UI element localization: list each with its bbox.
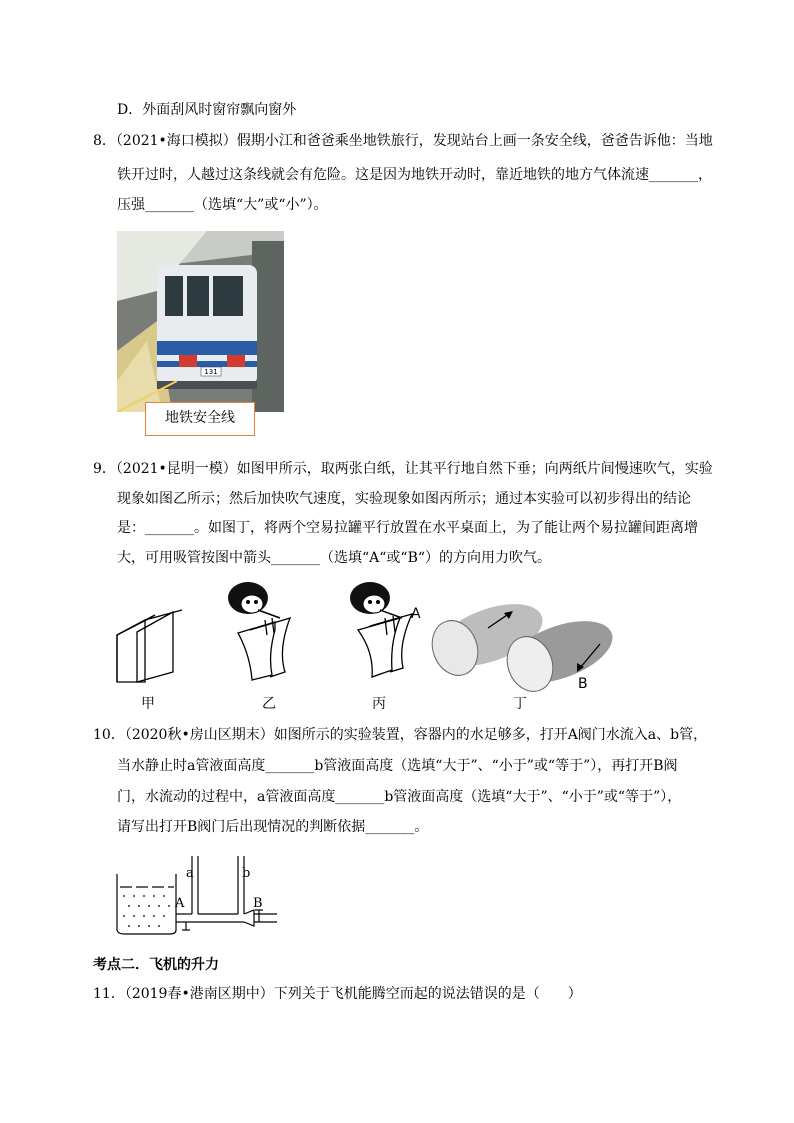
q11-line-1: 11．（2019春•港南区期中）下列关于飞机能腾空而起的说法错误的是（ ） <box>93 986 582 1002</box>
fig-yi-papers <box>238 618 290 680</box>
paper-blowing-figure <box>100 580 640 695</box>
arrow-a-label: A <box>411 606 421 622</box>
fig-label-ding: 丁 <box>513 696 527 712</box>
valve-b-label: B <box>253 896 263 911</box>
q9-line-3: 是：_______。如图丁，将两个空易拉罐平行放置在水平桌面上，为了能让两个易拉罐间距离增 <box>117 520 698 536</box>
train-number: 131 <box>204 368 218 376</box>
subway-train-photo <box>117 231 284 412</box>
fig-label-yi: 乙 <box>262 696 276 712</box>
q9-line-1: 9．（2021•昆明一模）如图甲所示，取两张白纸，让其平行地自然下垂；向两纸片间慢速吹气，实验 <box>93 461 713 477</box>
water-tube-apparatus <box>112 852 282 938</box>
q9-line-2: 现象如图乙所示；然后加快吹气速度，实验现象如图丙所示；通过本实验可以初步得出的结论 <box>117 491 691 507</box>
section-title-lift: 考点二．飞机的升力 <box>93 957 219 973</box>
q8-line-3: 压强_______（选填“大”或“小”）。 <box>117 197 328 213</box>
valve-a-label: A <box>175 896 185 911</box>
subway-safety-line-label: 地铁安全线 <box>145 402 255 436</box>
q8-line-1: 8．（2021•海口模拟）假期小江和爸爸乘坐地铁旅行，发现站台上画一条安全线，爸爸告诉他：当地 <box>93 133 713 149</box>
q10-line-3: 门，水流动的过程中，a管液面高度_______b管液面高度（选填“大于”、“小于”或“等于”）， <box>117 789 682 805</box>
fig-label-bing: 丙 <box>372 696 386 712</box>
fig-label-jia: 甲 <box>141 696 155 712</box>
fig-bing-papers <box>358 614 412 677</box>
tube-b-label: b <box>242 866 251 881</box>
fig-yi-head <box>228 582 280 618</box>
q10-line-1: 10．（2020秋•房山区期末）如图所示的实验装置，容器内的水足够多，打开A阀门水流入a、b管， <box>93 727 708 743</box>
fig-ding-cans <box>425 592 621 695</box>
q10-line-4: 请写出打开B阀门后出现情况的判断依据_______。 <box>117 819 429 835</box>
q9-line-4: 大，可用吸管按图中箭头_______（选填“A“或“B“）的方向用力吹气。 <box>117 550 552 566</box>
tube-a-label: a <box>186 866 194 881</box>
arrow-b-label: B <box>578 676 588 692</box>
fig-jia-papers <box>117 610 182 682</box>
q10-line-2: 当水静止时a管液面高度_______b管液面高度（选填“大于”、“小于”或“等于”），再打开B阀 <box>117 758 678 774</box>
fig-bing-head <box>350 582 402 618</box>
option-d: D．外面刮风时窗帘飘向窗外 <box>117 102 297 118</box>
q8-line-2: 铁开过时，人越过这条线就会有危险。这是因为地铁开动时，靠近地铁的地方气体流速_______， <box>117 167 712 183</box>
